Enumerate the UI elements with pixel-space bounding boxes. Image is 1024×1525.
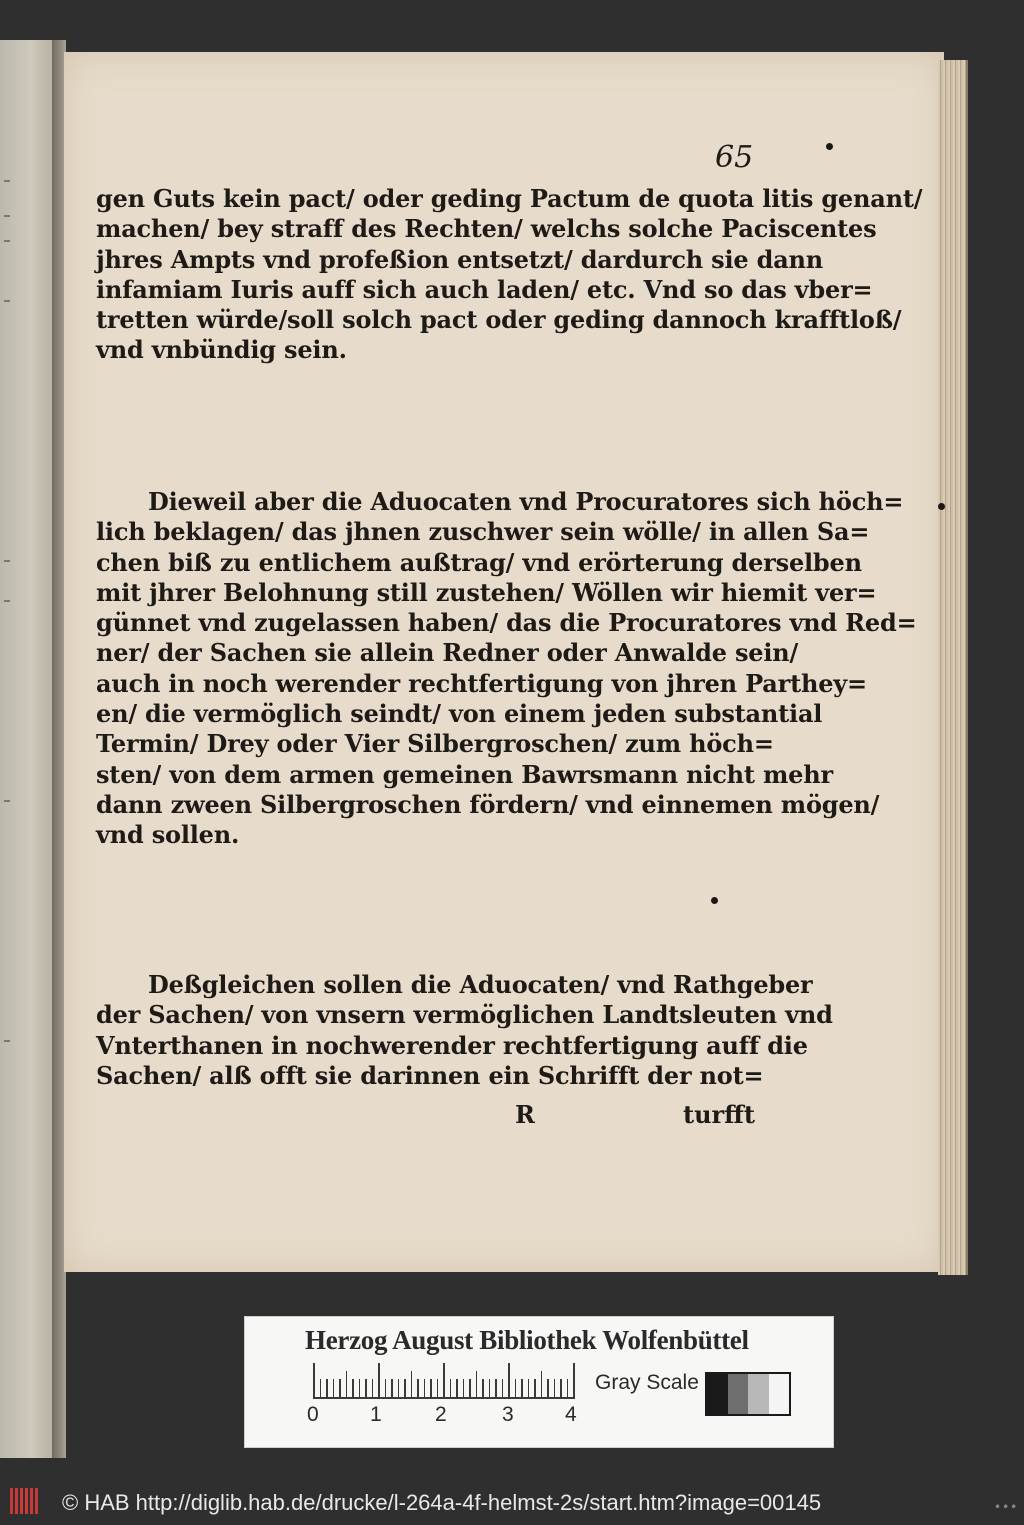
- text-line: tretten würde/soll solch pact oder geding dannoch krafftloß/: [96, 305, 902, 335]
- ruler-number: 0: [307, 1403, 319, 1426]
- ink-mark: [711, 897, 718, 904]
- signature-mark: R: [515, 1100, 535, 1129]
- text-line: chen biß zu entlichem außtrag/ vnd erörterung derselben: [96, 547, 862, 577]
- ruler-number: 4: [565, 1403, 577, 1426]
- text-line: gen Guts kein pact/ oder geding Pactum de quota litis genant/: [96, 184, 923, 213]
- show-through: [100, 370, 760, 490]
- catchword: turfft: [683, 1100, 755, 1129]
- ruler-number: 3: [502, 1403, 514, 1426]
- show-through: [100, 140, 760, 170]
- ruler-tick: [365, 1379, 367, 1397]
- ruler-tick: [463, 1379, 465, 1397]
- text-line: mit jhrer Belohnung still zustehen/ Wöllen wir hiemit ver=: [96, 577, 877, 607]
- color-scale-card: [244, 1316, 834, 1448]
- ruler-tick: [359, 1379, 361, 1397]
- gray-scale-label: Gray Scale: [595, 1371, 699, 1394]
- text-line: en/ die vermöglich seindt/ von einem jeden substantial: [96, 699, 823, 729]
- gray-scale-swatches: [705, 1372, 791, 1416]
- ruler-tick: [573, 1363, 575, 1397]
- more-icon[interactable]: •••: [994, 1500, 1019, 1514]
- text-line: Termin/ Drey oder Vier Silbergroschen/ zum höch=: [96, 729, 774, 759]
- ruler-tick: [469, 1379, 471, 1397]
- ruler-tick: [346, 1371, 348, 1397]
- ruler-tick: [424, 1379, 426, 1397]
- ruler-tick: [515, 1379, 517, 1397]
- ruler-tick: [547, 1379, 549, 1397]
- ruler-tick: [385, 1379, 387, 1397]
- text-line: günnet vnd zugelassen haben/ das die Procuratores vnd Red=: [96, 608, 917, 638]
- ruler-tick: [339, 1379, 341, 1397]
- gray-swatch: [707, 1374, 728, 1414]
- ruler-tick: [352, 1379, 354, 1397]
- ruler-tick: [326, 1379, 328, 1397]
- ruler-tick: [508, 1363, 510, 1397]
- ruler-tick: [560, 1379, 562, 1397]
- gray-swatch: [769, 1374, 790, 1414]
- ruler-tick: [333, 1379, 335, 1397]
- ruler-tick: [313, 1363, 315, 1397]
- text-line: dann zween Silbergroschen fördern/ vnd einnemen mögen/: [96, 789, 880, 819]
- ruler-tick: [372, 1379, 374, 1397]
- text-line: infamiam Iuris auff sich auch laden/ etc. Vnd so das vber=: [96, 274, 873, 304]
- ruler-tick: [411, 1371, 413, 1397]
- copyright-url: © HAB http://diglib.hab.de/drucke/l-264a-4f-helmst-2s/start.htm?image=00145: [62, 1490, 822, 1515]
- ruler-tick: [534, 1379, 536, 1397]
- text-line: ner/ der Sachen sie allein Redner oder Anwalde sein/: [96, 638, 799, 668]
- text-line: Sachen/ alß offt sie darinnen ein Schrifft der not=: [96, 1060, 764, 1090]
- ruler-tick: [482, 1379, 484, 1397]
- ruler-tick: [495, 1379, 497, 1397]
- page-number: 65: [715, 140, 754, 175]
- show-through: [100, 850, 760, 970]
- text-line: machen/ bey straff des Rechten/ welchs solche Paciscentes: [96, 214, 877, 244]
- paragraph-2: [96, 487, 917, 851]
- ruler-tick: [320, 1379, 322, 1397]
- ruler-tick: [489, 1379, 491, 1397]
- text-line: Deßgleichen sollen die Aduocaten/ vnd Rathgeber: [148, 970, 813, 999]
- text-line: vnd vnbündig sein.: [96, 335, 347, 365]
- ruler-tick: [528, 1379, 530, 1397]
- ruler-tick: [521, 1379, 523, 1397]
- ruler-tick: [417, 1379, 419, 1397]
- text-line: Vnterthanen in nochwerender rechtfertigung auff die: [96, 1030, 808, 1060]
- ruler-tick: [541, 1371, 543, 1397]
- paragraph-3: [96, 970, 833, 1091]
- page-edges: [938, 60, 968, 1275]
- ink-mark: [826, 143, 833, 150]
- ruler-tick: [567, 1379, 569, 1397]
- gray-swatch: [728, 1374, 749, 1414]
- library-title: Herzog August Bibliothek Wolfenbüttel: [305, 1325, 749, 1355]
- ruler-tick: [378, 1363, 380, 1397]
- ruler-number: 1: [370, 1403, 382, 1426]
- ruler-tick: [443, 1363, 445, 1397]
- ruler-tick: [437, 1379, 439, 1397]
- ruler-tick: [450, 1379, 452, 1397]
- text-line: sten/ von dem armen gemeinen Bawrsmann nicht mehr: [96, 759, 833, 789]
- ruler-tick: [430, 1379, 432, 1397]
- ruler-tick: [502, 1379, 504, 1397]
- text-line: jhres Ampts vnd profeßion entsetzt/ dardurch sie dann: [96, 244, 824, 274]
- ruler: [313, 1397, 575, 1399]
- text-line: Dieweil aber die Aduocaten vnd Procuratores sich höch=: [148, 487, 904, 516]
- ruler-tick: [456, 1379, 458, 1397]
- text-line: auch in noch werender rechtfertigung von jhren Parthey=: [96, 668, 867, 698]
- text-line: lich beklagen/ das jhnen zuschwer sein wölle/ in allen Sa=: [96, 517, 870, 547]
- gray-swatch: [748, 1374, 769, 1414]
- ruler-tick: [476, 1371, 478, 1397]
- barcode-icon: [10, 1488, 48, 1514]
- ruler-tick: [391, 1379, 393, 1397]
- paragraph-1: [96, 184, 923, 366]
- ruler-tick: [554, 1379, 556, 1397]
- facing-page-edge: [0, 40, 52, 1458]
- ruler-number: 2: [435, 1403, 447, 1426]
- ink-mark: [938, 503, 945, 510]
- ruler-tick: [404, 1379, 406, 1397]
- text-line: vnd sollen.: [96, 820, 240, 850]
- ruler-tick: [398, 1379, 400, 1397]
- text-line: der Sachen/ von vnsern vermöglichen Landtsleuten vnd: [96, 1000, 833, 1030]
